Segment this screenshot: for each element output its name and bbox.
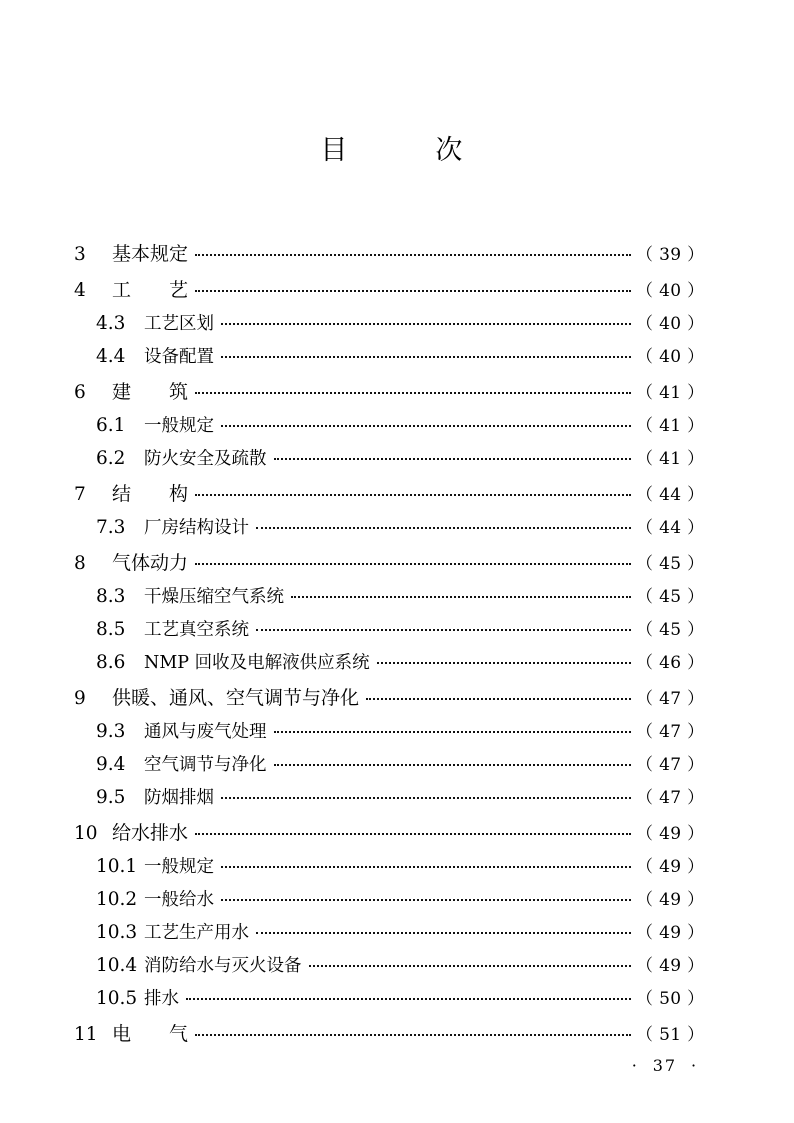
toc-entry[interactable] — [0, 300, 794, 333]
toc-entry-page: （ 47 ） — [636, 788, 705, 808]
toc-leader-dots — [221, 350, 631, 362]
toc-leader-dots — [291, 590, 631, 602]
toc-entry-number: 6.1 — [96, 414, 126, 436]
toc-entry-label: 基本规定 — [112, 243, 189, 265]
toc-entry-number: 9.4 — [96, 753, 126, 775]
toc-entry-number: 8.3 — [96, 585, 126, 607]
toc-leader-dots — [309, 959, 632, 971]
page-title: 目 次 — [320, 135, 474, 166]
toc-entry[interactable] — [0, 843, 794, 876]
toc-entry[interactable] — [0, 573, 794, 606]
toc-entry-label: 气体动力 — [112, 552, 189, 574]
page-number-folio: · 37 · — [631, 1056, 698, 1075]
toc-entry-label: 一般规定 — [144, 856, 214, 877]
toc-entry[interactable] — [0, 468, 794, 504]
toc-entry-page: （ 40 ） — [636, 281, 705, 301]
toc-entry-page: （ 51 ） — [636, 1025, 705, 1045]
toc-entry-number: 9 — [74, 687, 86, 709]
toc-entry-number: 10 — [74, 822, 98, 844]
toc-entry-label: 结 构 — [112, 483, 189, 505]
toc-entry-page: （ 47 ） — [636, 722, 705, 742]
toc-entry-number: 6 — [74, 381, 86, 403]
toc-entry[interactable] — [0, 639, 794, 672]
toc-entry[interactable] — [0, 975, 794, 1008]
toc-entry-label: 工 艺 — [112, 279, 189, 301]
toc-entry-page: （ 41 ） — [636, 449, 705, 469]
toc-entry[interactable] — [0, 333, 794, 366]
toc-leader-dots — [195, 386, 631, 398]
toc-leader-dots — [195, 284, 631, 296]
toc-entry-label: 消防给水与灭火设备 — [144, 955, 302, 976]
toc-entry-label: 建 筑 — [112, 381, 189, 403]
toc-entry-page: （ 40 ） — [636, 347, 705, 367]
toc-leader-dots — [221, 419, 631, 431]
toc-leader-dots — [195, 248, 631, 260]
toc-entry-page: （ 47 ） — [636, 689, 705, 709]
toc-entry-number: 8 — [74, 552, 86, 574]
toc-entry-label: 厂房结构设计 — [144, 517, 249, 538]
toc-entry-number: 10.1 — [96, 855, 138, 877]
toc-entry-label: 排水 — [144, 988, 179, 1009]
toc-entry-label: 防烟排烟 — [144, 787, 214, 808]
toc-entry[interactable] — [0, 264, 794, 300]
toc-leader-dots — [274, 758, 632, 770]
toc-entry[interactable] — [0, 537, 794, 573]
toc-entry[interactable] — [0, 909, 794, 942]
toc-entry-page: （ 41 ） — [636, 383, 705, 403]
toc-entry[interactable] — [0, 708, 794, 741]
toc-leader-dots — [366, 692, 631, 704]
toc-entry-number: 9.5 — [96, 786, 126, 808]
toc-entry-number: 10.3 — [96, 921, 138, 943]
toc-entry-label: 防火安全及疏散 — [144, 448, 267, 469]
toc-entry-number: 10.4 — [96, 954, 138, 976]
toc-leader-dots — [186, 992, 631, 1004]
toc-entry-label: 工艺区划 — [144, 313, 214, 334]
toc-entry-page: （ 44 ） — [636, 518, 705, 538]
toc-entry[interactable] — [0, 741, 794, 774]
toc-entry-number: 10.2 — [96, 888, 138, 910]
toc-leader-dots — [256, 623, 631, 635]
toc-entry-label: 设备配置 — [144, 346, 214, 367]
toc-entry[interactable] — [0, 366, 794, 402]
toc-entry-number: 3 — [74, 243, 86, 265]
toc-entry-number: 7 — [74, 483, 86, 505]
toc-leader-dots — [195, 557, 631, 569]
toc-entry-page: （ 44 ） — [636, 485, 705, 505]
toc-entry-number: 4.4 — [96, 345, 126, 367]
toc-entry-label: 给水排水 — [112, 822, 189, 844]
toc-entry-label: 通风与废气处理 — [144, 721, 267, 742]
toc-entry-page: （ 50 ） — [636, 989, 705, 1009]
toc-entry-label: 一般给水 — [144, 889, 214, 910]
toc-entry[interactable] — [0, 774, 794, 807]
toc-entry-label: 工艺真空系统 — [144, 619, 249, 640]
toc-leader-dots — [195, 1028, 631, 1040]
toc-leader-dots — [256, 521, 631, 533]
toc-entry-label: NMP 回收及电解液供应系统 — [144, 652, 370, 673]
toc-entry-number: 9.3 — [96, 720, 126, 742]
toc-entry-number: 8.6 — [96, 651, 126, 673]
toc-entry[interactable] — [0, 606, 794, 639]
toc-entry[interactable] — [0, 876, 794, 909]
toc-leader-dots — [256, 926, 631, 938]
toc-entry-label: 供暖、通风、空气调节与净化 — [112, 687, 360, 709]
toc-entry-page: （ 49 ） — [636, 824, 705, 844]
toc-entry[interactable] — [0, 672, 794, 708]
toc-entry-page: （ 49 ） — [636, 890, 705, 910]
toc-entry[interactable] — [0, 402, 794, 435]
toc-entry-page: （ 46 ） — [636, 653, 705, 673]
toc-entry-label: 干燥压缩空气系统 — [144, 586, 284, 607]
toc-entry-label: 空气调节与净化 — [144, 754, 267, 775]
toc-entry-number: 6.2 — [96, 447, 126, 469]
toc-entry-page: （ 49 ） — [636, 923, 705, 943]
toc-entry-page: （ 40 ） — [636, 314, 705, 334]
toc-entry-page: （ 41 ） — [636, 416, 705, 436]
toc-entry[interactable] — [0, 1008, 794, 1044]
toc-leader-dots — [221, 791, 631, 803]
toc-entry[interactable] — [0, 807, 794, 843]
toc-leader-dots — [195, 488, 631, 500]
toc-entry-number: 7.3 — [96, 516, 126, 538]
toc-leader-dots — [274, 725, 632, 737]
toc-entry-page: （ 49 ） — [636, 956, 705, 976]
toc-leader-dots — [274, 452, 632, 464]
toc-entry-page: （ 49 ） — [636, 857, 705, 877]
toc-entry-page: （ 45 ） — [636, 620, 705, 640]
toc-entry-page: （ 47 ） — [636, 755, 705, 775]
toc-leader-dots — [221, 317, 631, 329]
toc-entry-label: 工艺生产用水 — [144, 922, 249, 943]
toc-leader-dots — [221, 860, 631, 872]
toc-entry-number: 4 — [74, 279, 86, 301]
toc-entry-number: 11 — [74, 1023, 98, 1045]
toc-entry-number: 8.5 — [96, 618, 126, 640]
toc-entry-label: 电 气 — [112, 1023, 189, 1045]
toc-entry-label: 一般规定 — [144, 415, 214, 436]
toc-entry-page: （ 45 ） — [636, 587, 705, 607]
toc-entry[interactable] — [0, 435, 794, 468]
toc-entry[interactable] — [0, 228, 794, 264]
toc-leader-dots — [377, 656, 631, 668]
toc-entry[interactable] — [0, 942, 794, 975]
toc-entry[interactable] — [0, 504, 794, 537]
toc-leader-dots — [195, 827, 631, 839]
toc-entry-number: 4.3 — [96, 312, 126, 334]
toc-leader-dots — [221, 893, 631, 905]
toc-entry-page: （ 45 ） — [636, 554, 705, 574]
toc-entry-number: 10.5 — [96, 987, 138, 1009]
table-of-contents — [0, 228, 794, 1044]
toc-entry-page: （ 39 ） — [636, 245, 705, 265]
